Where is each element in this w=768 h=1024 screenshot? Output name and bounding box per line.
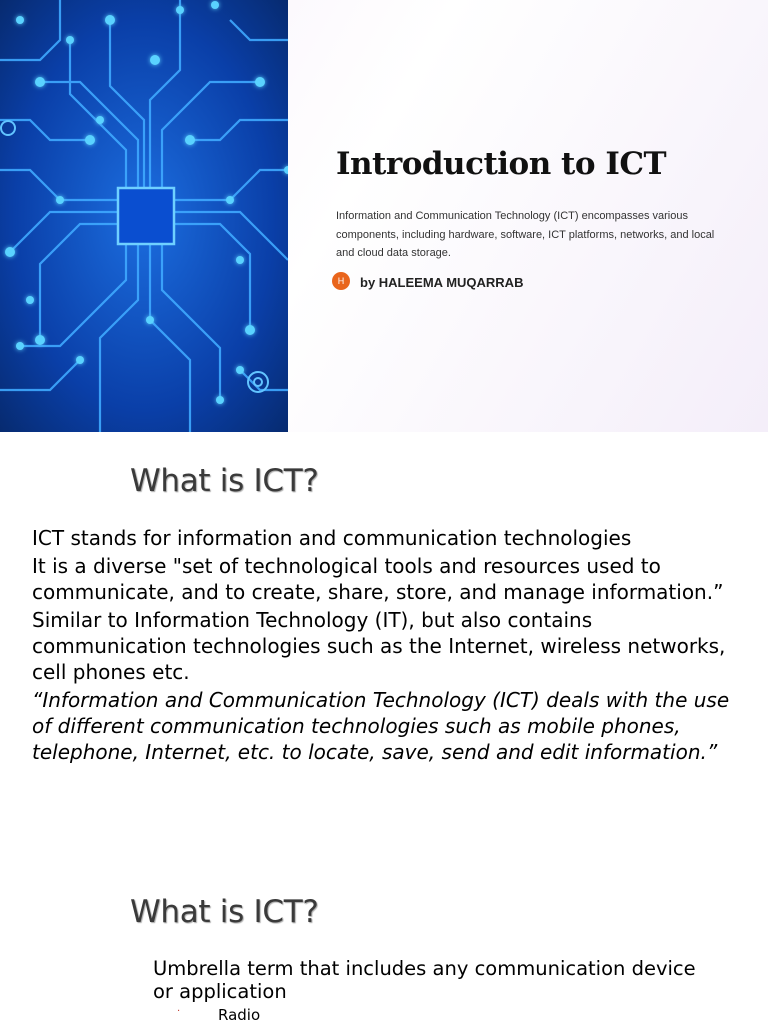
paragraph: Similar to Information Technology (IT), but also contains communication technologies such as the Internet, wireless networks, cell phones etc. bbox=[32, 608, 726, 684]
presentation-description: Information and Communication Technology (ICT) encompasses various components, including hardware, software, ICT platforms, networks, and local and cloud data storage. bbox=[336, 210, 715, 259]
slide2-heading: What is ICT? bbox=[130, 463, 319, 499]
bullet-icon: · bbox=[177, 1006, 181, 1017]
paragraph: ICT stands for information and communication technologies bbox=[32, 526, 632, 550]
slide3-body bbox=[153, 957, 713, 1003]
paragraph: It is a diverse "set of technological tools and resources used to communicate, and to create, share, store, and manage information.” bbox=[32, 554, 724, 604]
title-slide bbox=[0, 0, 768, 432]
list-item: Radio bbox=[218, 1006, 261, 1024]
slide2-body bbox=[32, 525, 732, 765]
slide3-intro: Umbrella term that includes any communication device or application bbox=[153, 957, 696, 1003]
author-name[interactable]: by HALEEMA MUQARRAB bbox=[360, 275, 524, 290]
presentation-title: Introduction to ICT bbox=[336, 146, 667, 182]
circuit-board-image bbox=[0, 0, 288, 432]
slide3-heading: What is ICT? bbox=[130, 894, 319, 930]
author-avatar[interactable]: H bbox=[332, 272, 350, 290]
definition-quote: “Information and Communication Technology (ICT) deals with the use of different communication technologies such as mobile phones, telephone, Internet, etc. to locate, save, send and edit information.” bbox=[32, 688, 730, 764]
